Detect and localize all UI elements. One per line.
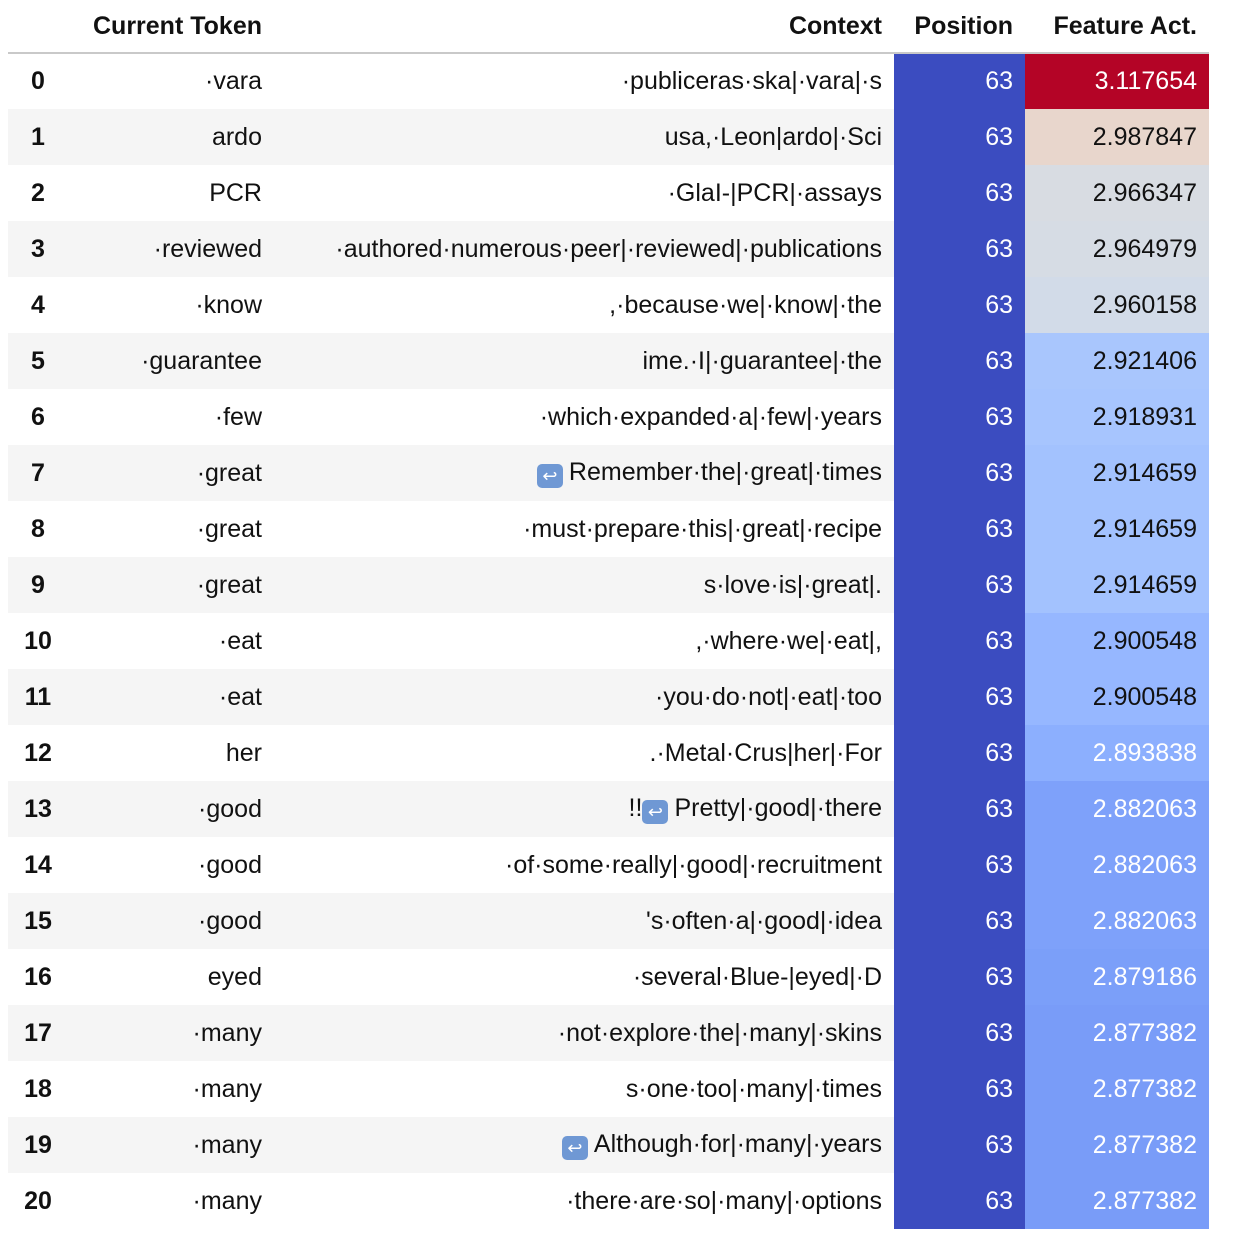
table-row: [8, 725, 1209, 781]
context-prefix: !!: [628, 794, 643, 822]
row-index: 15: [24, 906, 52, 935]
table-row: [8, 53, 1209, 109]
current-token-cell: ·great: [196, 514, 262, 543]
current-token-cell: eyed: [207, 962, 262, 991]
current-token-cell: ·great: [196, 458, 262, 487]
current-token-cell: ·many: [192, 1074, 262, 1103]
current-token-cell: ·eat: [218, 682, 262, 711]
position-cell: 63: [894, 445, 1025, 501]
feature-act-cell: 2.877382: [1025, 1173, 1209, 1229]
current-token-cell: ·guarantee: [141, 346, 262, 375]
feature-act-cell: 2.921406: [1025, 333, 1209, 389]
row-index: 14: [24, 850, 52, 879]
context-cell: ·authored·numerous·peer|·reviewed|·publications: [335, 234, 882, 263]
context-cell: ·publiceras·ska|·vara|·s: [621, 67, 882, 95]
position-cell: 63: [894, 949, 1025, 1005]
current-token-cell: ·many: [192, 1018, 262, 1047]
position-cell: 63: [894, 1061, 1025, 1117]
context-text: Remember·the|·great|·times: [568, 458, 882, 486]
context-cell: ·not·explore·the|·many|·skins: [557, 1018, 882, 1047]
row-index: 13: [24, 794, 52, 823]
position-cell: 63: [894, 1117, 1025, 1173]
context-cell: [274, 781, 894, 837]
feature-act-cell: 2.987847: [1025, 109, 1209, 165]
current-token-cell: ardo: [211, 122, 262, 151]
position-cell: 63: [894, 557, 1025, 613]
position-cell: 63: [894, 221, 1025, 277]
position-cell: 63: [894, 725, 1025, 781]
row-index: 1: [31, 122, 45, 151]
table-row: [8, 389, 1209, 445]
table-row: [8, 109, 1209, 165]
row-index: 8: [31, 514, 45, 543]
table-row: [8, 501, 1209, 557]
current-token-cell: ·many: [192, 1186, 262, 1215]
index-header: [8, 0, 68, 53]
context-cell: ·must·prepare·this|·great|·recipe: [523, 514, 882, 543]
feature-act-cell: 2.893838: [1025, 725, 1209, 781]
context-cell: s·one·too|·many|·times: [625, 1074, 882, 1103]
table-row: [8, 277, 1209, 333]
row-index: 20: [24, 1186, 52, 1215]
table-row: [8, 1061, 1209, 1117]
newline-icon: ↩: [642, 800, 668, 824]
current-token-cell: ·eat: [218, 626, 262, 655]
current-token-cell: ·good: [198, 850, 262, 879]
table-row: [8, 557, 1209, 613]
position-cell: 63: [894, 277, 1025, 333]
feature-act-cell: 3.117654: [1025, 53, 1209, 109]
newline-icon: ↩: [562, 1136, 588, 1160]
current-token-cell: her: [225, 738, 262, 767]
feature-act-cell: 2.900548: [1025, 613, 1209, 669]
table-row: [8, 333, 1209, 389]
table-row: [8, 1005, 1209, 1061]
feature-act-cell: 2.877382: [1025, 1005, 1209, 1061]
row-index: 16: [24, 962, 52, 991]
header-row: [8, 0, 1209, 53]
feature-act-cell: 2.879186: [1025, 949, 1209, 1005]
position-cell: 63: [894, 893, 1025, 949]
context-text: Pretty|·good|·there: [674, 794, 882, 822]
row-index: 10: [24, 626, 52, 655]
context-text: Although·for|·many|·years: [593, 1130, 882, 1158]
feature-activation-table: [8, 0, 1209, 1229]
context-cell: ime.·I|·guarantee|·the: [642, 346, 882, 375]
current-token-cell: ·good: [198, 794, 262, 823]
row-index: 18: [24, 1074, 52, 1103]
row-index: 2: [31, 178, 45, 207]
context-cell: ,·where·we|·eat|,: [695, 626, 882, 655]
row-index: 7: [31, 458, 45, 487]
row-index: 19: [24, 1130, 52, 1159]
table-row: [8, 669, 1209, 725]
context-cell: ·which·expanded·a|·few|·years: [539, 402, 882, 431]
context-cell: usa,·Leon|ardo|·Sci: [664, 122, 882, 151]
feature-act-cell: 2.914659: [1025, 445, 1209, 501]
position-cell: 63: [894, 669, 1025, 725]
current-token-header: Current Token: [68, 0, 274, 53]
feature-act-cell: 2.914659: [1025, 501, 1209, 557]
table-row: [8, 893, 1209, 949]
context-header: Context: [274, 0, 894, 53]
feature-act-cell: 2.960158: [1025, 277, 1209, 333]
context-cell: s·love·is|·great|.: [703, 570, 882, 599]
newline-icon: ↩: [537, 464, 563, 488]
table-row: [8, 1117, 1209, 1173]
feature-act-cell: 2.882063: [1025, 781, 1209, 837]
current-token-cell: ·know: [195, 290, 262, 319]
current-token-cell: ·vara: [205, 67, 262, 95]
row-index: 12: [24, 738, 52, 767]
row-index: 11: [24, 682, 52, 711]
feature-act-cell: 2.877382: [1025, 1117, 1209, 1173]
current-token-cell: ·few: [214, 402, 262, 431]
position-cell: 63: [894, 837, 1025, 893]
table-row: [8, 949, 1209, 1005]
feature-act-cell: 2.882063: [1025, 893, 1209, 949]
feature-act-cell: 2.882063: [1025, 837, 1209, 893]
context-cell: ·GlaI-|PCR|·assays: [667, 178, 882, 207]
current-token-cell: ·great: [196, 570, 262, 599]
context-cell: ·there·are·so|·many|·options: [566, 1186, 882, 1215]
row-index: 0: [31, 67, 45, 95]
current-token-cell: ·good: [198, 906, 262, 935]
feature-act-cell: 2.964979: [1025, 221, 1209, 277]
table-row: [8, 613, 1209, 669]
position-cell: 63: [894, 165, 1025, 221]
table-row: [8, 1173, 1209, 1229]
context-cell: .·Metal·Crus|her|·For: [649, 738, 882, 767]
position-cell: 63: [894, 333, 1025, 389]
position-header: Position: [894, 0, 1025, 53]
current-token-cell: PCR: [209, 178, 262, 207]
feature-act-cell: 2.914659: [1025, 557, 1209, 613]
row-index: 6: [31, 402, 45, 431]
row-index: 3: [31, 234, 45, 263]
table-row: [8, 781, 1209, 837]
position-cell: 63: [894, 1005, 1025, 1061]
current-token-cell: ·reviewed: [153, 234, 262, 263]
context-cell: 's·often·a|·good|·idea: [646, 906, 882, 935]
position-cell: 63: [894, 1173, 1025, 1229]
position-cell: 63: [894, 53, 1025, 109]
context-cell: ·you·do·not|·eat|·too: [655, 682, 882, 711]
feature-act-cell: 2.900548: [1025, 669, 1209, 725]
feature-act-cell: 2.918931: [1025, 389, 1209, 445]
row-index: 17: [24, 1018, 52, 1047]
position-cell: 63: [894, 109, 1025, 165]
position-cell: 63: [894, 781, 1025, 837]
row-index: 4: [31, 290, 45, 319]
position-cell: 63: [894, 501, 1025, 557]
current-token-cell: ·many: [192, 1130, 262, 1159]
feature-act-cell: 2.966347: [1025, 165, 1209, 221]
table-row: [8, 221, 1209, 277]
context-cell: ,·because·we|·know|·the: [609, 290, 882, 319]
context-cell: [274, 445, 894, 501]
feature-act-header: Feature Act.: [1025, 0, 1209, 53]
row-index: 9: [31, 570, 45, 599]
table-row: [8, 165, 1209, 221]
context-cell: ·of·some·really|·good|·recruitment: [505, 850, 882, 879]
context-cell: [274, 1117, 894, 1173]
row-index: 5: [31, 346, 45, 375]
table-row: [8, 837, 1209, 893]
context-cell: ·several·Blue-|eyed|·D: [632, 962, 882, 991]
feature-act-cell: 2.877382: [1025, 1061, 1209, 1117]
table-row: [8, 445, 1209, 501]
position-cell: 63: [894, 613, 1025, 669]
position-cell: 63: [894, 389, 1025, 445]
